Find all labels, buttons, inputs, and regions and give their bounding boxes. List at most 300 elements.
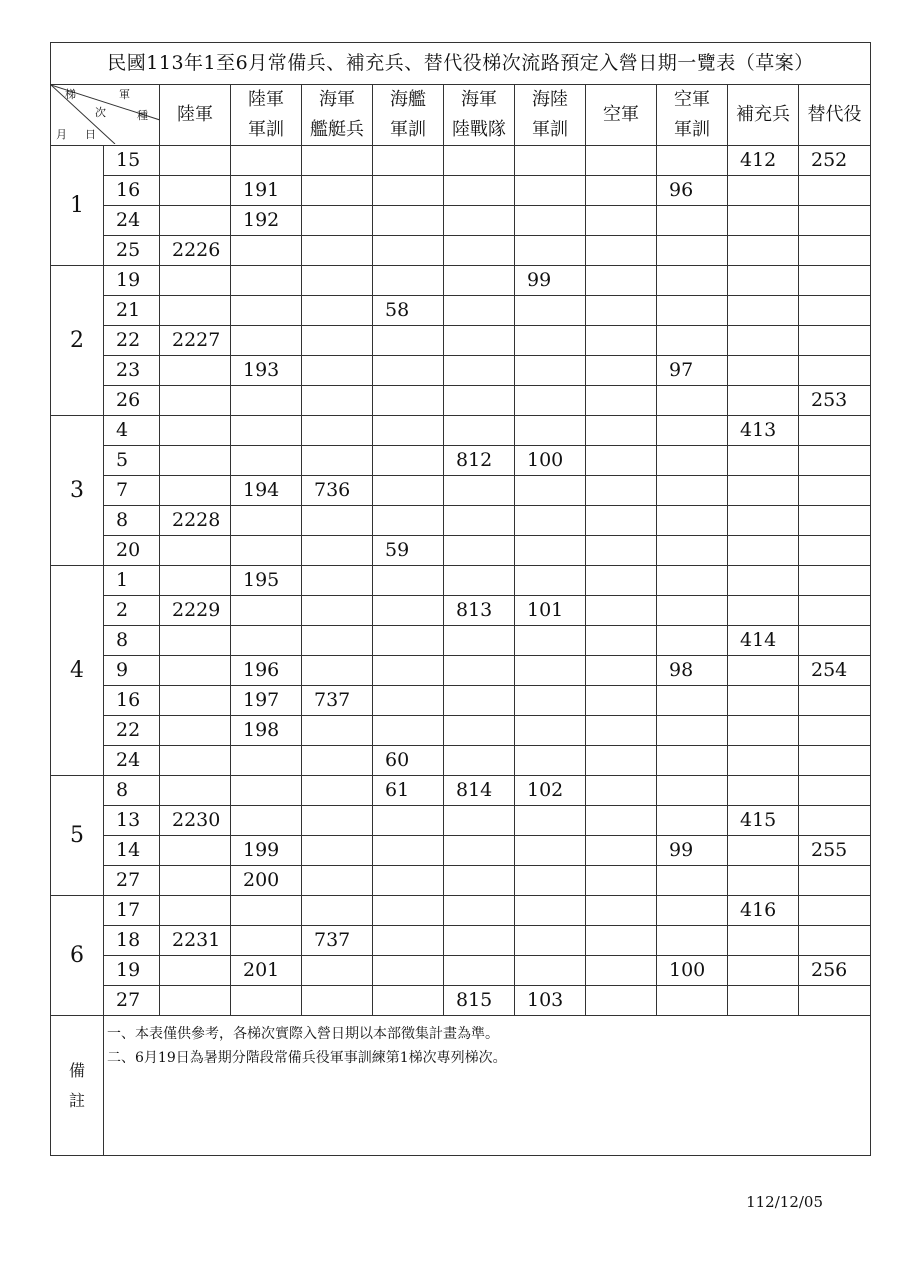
batch-cell	[657, 206, 728, 236]
batch-cell: 253	[799, 386, 871, 416]
day-cell: 13	[104, 806, 160, 836]
batch-cell	[302, 176, 373, 206]
batch-cell: 2227	[160, 326, 231, 356]
batch-cell	[728, 866, 799, 896]
column-header-line: 海軍	[319, 89, 355, 110]
batch-cell	[586, 596, 657, 626]
batch-cell	[586, 446, 657, 476]
batch-cell	[373, 266, 444, 296]
batch-cell	[231, 416, 302, 446]
day-cell: 7	[104, 476, 160, 506]
batch-cell	[586, 626, 657, 656]
batch-cell	[799, 296, 871, 326]
batch-cell: 101	[515, 596, 586, 626]
batch-cell	[515, 926, 586, 956]
batch-cell	[515, 746, 586, 776]
batch-cell: 812	[444, 446, 515, 476]
batch-cell	[160, 866, 231, 896]
batch-cell	[444, 476, 515, 506]
batch-cell: 195	[231, 566, 302, 596]
batch-cell: 737	[302, 686, 373, 716]
batch-cell	[728, 386, 799, 416]
batch-cell: 58	[373, 296, 444, 326]
batch-cell	[586, 716, 657, 746]
batch-cell	[586, 386, 657, 416]
batch-cell	[373, 836, 444, 866]
batch-cell	[515, 206, 586, 236]
batch-cell	[728, 266, 799, 296]
batch-cell	[231, 326, 302, 356]
batch-cell: 61	[373, 776, 444, 806]
batch-cell: 199	[231, 836, 302, 866]
batch-cell	[231, 806, 302, 836]
batch-cell	[231, 926, 302, 956]
batch-cell	[302, 386, 373, 416]
batch-cell	[799, 356, 871, 386]
batch-cell	[160, 476, 231, 506]
batch-cell	[302, 806, 373, 836]
batch-cell	[231, 506, 302, 536]
table-row	[51, 506, 871, 536]
batch-cell	[586, 956, 657, 986]
batch-cell: 813	[444, 596, 515, 626]
table-row	[51, 386, 871, 416]
month-cell: 2	[51, 266, 104, 416]
day-cell: 22	[104, 326, 160, 356]
day-cell: 21	[104, 296, 160, 326]
batch-cell	[302, 296, 373, 326]
batch-cell	[302, 446, 373, 476]
batch-cell	[231, 536, 302, 566]
batch-cell	[160, 986, 231, 1016]
batch-cell	[302, 236, 373, 266]
batch-cell	[302, 896, 373, 926]
day-cell: 16	[104, 176, 160, 206]
batch-cell	[728, 956, 799, 986]
batch-cell	[515, 566, 586, 596]
batch-cell	[231, 596, 302, 626]
batch-cell	[799, 986, 871, 1016]
batch-cell	[799, 686, 871, 716]
batch-cell	[728, 686, 799, 716]
batch-cell	[444, 656, 515, 686]
batch-cell	[231, 266, 302, 296]
batch-cell	[728, 296, 799, 326]
remarks-label	[51, 1016, 104, 1156]
batch-cell	[302, 776, 373, 806]
batch-cell	[728, 596, 799, 626]
batch-cell	[444, 266, 515, 296]
batch-cell: 415	[728, 806, 799, 836]
batch-cell	[302, 596, 373, 626]
table-row	[51, 476, 871, 506]
batch-cell: 2228	[160, 506, 231, 536]
day-cell: 25	[104, 236, 160, 266]
batch-cell: 194	[231, 476, 302, 506]
batch-cell	[586, 416, 657, 446]
day-cell: 23	[104, 356, 160, 386]
batch-cell	[160, 746, 231, 776]
batch-cell	[657, 476, 728, 506]
remark-line: 一、本表僅供參考，各梯次實際入營日期以本部徵集計畫為準。	[107, 1026, 499, 1042]
remarks-label-char: 備	[68, 1060, 85, 1080]
batch-cell	[160, 686, 231, 716]
day-cell: 8	[104, 626, 160, 656]
column-header-line: 陸戰隊	[452, 119, 506, 140]
batch-cell	[657, 866, 728, 896]
column-header-line: 陸軍	[248, 89, 284, 110]
batch-cell	[373, 956, 444, 986]
batch-cell: 97	[657, 356, 728, 386]
batch-cell	[515, 626, 586, 656]
batch-cell	[515, 176, 586, 206]
batch-cell	[586, 146, 657, 176]
batch-cell	[799, 596, 871, 626]
batch-cell	[160, 176, 231, 206]
batch-cell	[373, 386, 444, 416]
batch-cell	[728, 356, 799, 386]
batch-cell	[586, 656, 657, 686]
batch-cell	[728, 746, 799, 776]
day-cell: 15	[104, 146, 160, 176]
column-header-line: 軍訓	[248, 119, 284, 140]
table-row	[51, 866, 871, 896]
batch-cell	[657, 146, 728, 176]
header-row	[51, 85, 871, 146]
batch-cell	[799, 716, 871, 746]
batch-cell	[302, 326, 373, 356]
table-row	[51, 446, 871, 476]
batch-cell	[444, 806, 515, 836]
batch-cell	[444, 956, 515, 986]
batch-cell	[657, 746, 728, 776]
batch-cell	[799, 266, 871, 296]
batch-cell	[302, 206, 373, 236]
batch-cell	[586, 926, 657, 956]
batch-cell	[657, 926, 728, 956]
batch-cell	[657, 596, 728, 626]
table-row	[51, 626, 871, 656]
batch-cell: 201	[231, 956, 302, 986]
batch-cell	[231, 776, 302, 806]
batch-cell	[231, 446, 302, 476]
table-row	[51, 566, 871, 596]
table-row	[51, 266, 871, 296]
day-cell: 4	[104, 416, 160, 446]
batch-cell	[799, 776, 871, 806]
day-cell: 26	[104, 386, 160, 416]
corner-label-ci: 次	[95, 106, 106, 119]
batch-cell	[515, 716, 586, 746]
batch-cell: 736	[302, 476, 373, 506]
batch-cell	[302, 716, 373, 746]
batch-cell	[515, 416, 586, 446]
column-header-line: 陸軍	[177, 104, 213, 125]
batch-cell: 193	[231, 356, 302, 386]
batch-cell	[586, 476, 657, 506]
batch-cell	[799, 926, 871, 956]
batch-cell	[160, 446, 231, 476]
day-cell: 16	[104, 686, 160, 716]
corner-label-ri: 日	[85, 128, 96, 141]
batch-cell	[373, 236, 444, 266]
month-cell: 5	[51, 776, 104, 896]
batch-cell	[515, 896, 586, 926]
batch-cell	[515, 296, 586, 326]
day-cell: 24	[104, 206, 160, 236]
batch-cell: 2229	[160, 596, 231, 626]
batch-cell	[373, 206, 444, 236]
batch-cell	[657, 266, 728, 296]
batch-cell	[373, 146, 444, 176]
batch-cell	[799, 416, 871, 446]
batch-cell	[373, 986, 444, 1016]
batch-cell	[302, 566, 373, 596]
day-cell: 1	[104, 566, 160, 596]
batch-cell	[373, 476, 444, 506]
corner-label-yue: 月	[56, 128, 67, 141]
column-header-line: 海陸	[532, 89, 568, 110]
month-cell: 1	[51, 146, 104, 266]
table-row	[51, 926, 871, 956]
table-row	[51, 236, 871, 266]
batch-cell: 192	[231, 206, 302, 236]
batch-cell: 196	[231, 656, 302, 686]
batch-cell	[515, 146, 586, 176]
batch-cell: 2230	[160, 806, 231, 836]
table-row	[51, 956, 871, 986]
batch-cell: 191	[231, 176, 302, 206]
batch-cell	[657, 386, 728, 416]
batch-cell	[160, 776, 231, 806]
table-row	[51, 326, 871, 356]
column-header	[160, 85, 231, 146]
batch-cell	[160, 146, 231, 176]
batch-cell	[586, 986, 657, 1016]
remarks-text	[104, 1016, 871, 1156]
batch-cell	[799, 506, 871, 536]
batch-cell	[728, 476, 799, 506]
batch-cell	[799, 866, 871, 896]
batch-cell	[657, 536, 728, 566]
batch-cell	[515, 536, 586, 566]
batch-cell	[444, 746, 515, 776]
batch-cell	[515, 356, 586, 386]
remark-line: 二、6月19日為暑期分階段常備兵役軍事訓練第1梯次專列梯次。	[107, 1050, 507, 1066]
batch-cell	[728, 566, 799, 596]
batch-cell	[160, 416, 231, 446]
table-row	[51, 896, 871, 926]
batch-cell: 2231	[160, 926, 231, 956]
batch-cell	[657, 806, 728, 836]
table-row	[51, 746, 871, 776]
column-header	[515, 85, 586, 146]
batch-cell	[373, 326, 444, 356]
table-row	[51, 656, 871, 686]
batch-cell: 59	[373, 536, 444, 566]
batch-cell	[586, 236, 657, 266]
day-cell: 20	[104, 536, 160, 566]
batch-cell: 255	[799, 836, 871, 866]
day-cell: 22	[104, 716, 160, 746]
batch-cell	[799, 476, 871, 506]
batch-cell	[231, 626, 302, 656]
batch-cell: 100	[657, 956, 728, 986]
batch-cell	[799, 536, 871, 566]
batch-cell	[302, 266, 373, 296]
footer-date: 112/12/05	[746, 1193, 824, 1211]
batch-cell	[373, 926, 444, 956]
batch-cell	[728, 656, 799, 686]
batch-cell	[373, 416, 444, 446]
batch-cell	[302, 506, 373, 536]
day-cell: 14	[104, 836, 160, 866]
batch-cell	[444, 296, 515, 326]
batch-cell	[444, 566, 515, 596]
batch-cell	[728, 206, 799, 236]
batch-cell	[373, 176, 444, 206]
batch-cell	[728, 506, 799, 536]
batch-cell	[444, 896, 515, 926]
batch-cell	[799, 206, 871, 236]
batch-cell	[160, 386, 231, 416]
batch-cell	[586, 686, 657, 716]
batch-cell: 99	[515, 266, 586, 296]
batch-cell: 100	[515, 446, 586, 476]
batch-cell	[231, 146, 302, 176]
column-header	[657, 85, 728, 146]
batch-cell	[728, 446, 799, 476]
batch-cell	[728, 776, 799, 806]
batch-cell	[657, 686, 728, 716]
batch-cell	[728, 836, 799, 866]
table-row	[51, 536, 871, 566]
batch-cell	[657, 566, 728, 596]
table-row	[51, 296, 871, 326]
day-cell: 27	[104, 986, 160, 1016]
batch-cell	[302, 956, 373, 986]
batch-cell	[586, 356, 657, 386]
table-row	[51, 206, 871, 236]
batch-cell	[799, 626, 871, 656]
day-cell: 8	[104, 506, 160, 536]
batch-cell	[373, 716, 444, 746]
batch-cell	[515, 476, 586, 506]
batch-cell: 256	[799, 956, 871, 986]
month-cell: 3	[51, 416, 104, 566]
batch-cell: 815	[444, 986, 515, 1016]
column-header-line: 軍訓	[674, 119, 710, 140]
batch-cell	[444, 356, 515, 386]
batch-cell	[302, 656, 373, 686]
day-cell: 27	[104, 866, 160, 896]
batch-cell	[586, 806, 657, 836]
day-cell: 18	[104, 926, 160, 956]
month-cell: 4	[51, 566, 104, 776]
column-header-line: 艦艇兵	[310, 119, 364, 140]
batch-cell	[444, 626, 515, 656]
batch-cell	[515, 656, 586, 686]
corner-header-cell	[51, 85, 160, 146]
batch-cell	[515, 686, 586, 716]
batch-cell	[515, 236, 586, 266]
batch-cell	[373, 866, 444, 896]
batch-cell: 102	[515, 776, 586, 806]
batch-cell	[515, 956, 586, 986]
batch-cell	[302, 836, 373, 866]
batch-cell: 198	[231, 716, 302, 746]
batch-cell	[373, 446, 444, 476]
batch-cell	[657, 296, 728, 326]
batch-cell	[231, 236, 302, 266]
batch-cell	[373, 566, 444, 596]
batch-cell	[444, 176, 515, 206]
batch-cell	[160, 836, 231, 866]
corner-label-zhong: 種	[137, 109, 148, 122]
batch-cell	[231, 986, 302, 1016]
batch-cell: 814	[444, 776, 515, 806]
batch-cell	[160, 566, 231, 596]
batch-cell	[586, 266, 657, 296]
column-header-line: 替代役	[807, 104, 862, 125]
schedule-table	[50, 42, 871, 1156]
batch-cell	[657, 986, 728, 1016]
batch-cell	[444, 206, 515, 236]
batch-cell	[444, 416, 515, 446]
batch-cell	[799, 326, 871, 356]
column-header-line: 海艦	[390, 89, 426, 110]
column-header-line: 空軍	[674, 89, 710, 110]
table-row	[51, 836, 871, 866]
column-header-line: 海軍	[461, 89, 497, 110]
batch-cell	[586, 506, 657, 536]
batch-cell	[728, 986, 799, 1016]
batch-cell	[444, 686, 515, 716]
batch-cell	[160, 716, 231, 746]
batch-cell	[231, 386, 302, 416]
batch-cell	[728, 926, 799, 956]
batch-cell: 252	[799, 146, 871, 176]
remarks-row	[51, 1016, 871, 1156]
table-row	[51, 596, 871, 626]
batch-cell	[799, 446, 871, 476]
batch-cell	[728, 176, 799, 206]
batch-cell	[799, 746, 871, 776]
batch-cell	[799, 566, 871, 596]
batch-cell: 96	[657, 176, 728, 206]
batch-cell	[160, 956, 231, 986]
batch-cell	[160, 626, 231, 656]
batch-cell	[657, 446, 728, 476]
table-row	[51, 146, 871, 176]
batch-cell	[657, 506, 728, 536]
batch-cell	[302, 746, 373, 776]
table-row	[51, 986, 871, 1016]
batch-cell	[160, 536, 231, 566]
batch-cell	[373, 626, 444, 656]
batch-cell	[586, 836, 657, 866]
batch-cell	[373, 686, 444, 716]
batch-cell	[373, 656, 444, 686]
batch-cell: 103	[515, 986, 586, 1016]
batch-cell: 413	[728, 416, 799, 446]
column-header	[302, 85, 373, 146]
batch-cell	[657, 626, 728, 656]
batch-cell	[728, 236, 799, 266]
batch-cell	[515, 866, 586, 896]
batch-cell: 254	[799, 656, 871, 686]
batch-cell	[799, 806, 871, 836]
